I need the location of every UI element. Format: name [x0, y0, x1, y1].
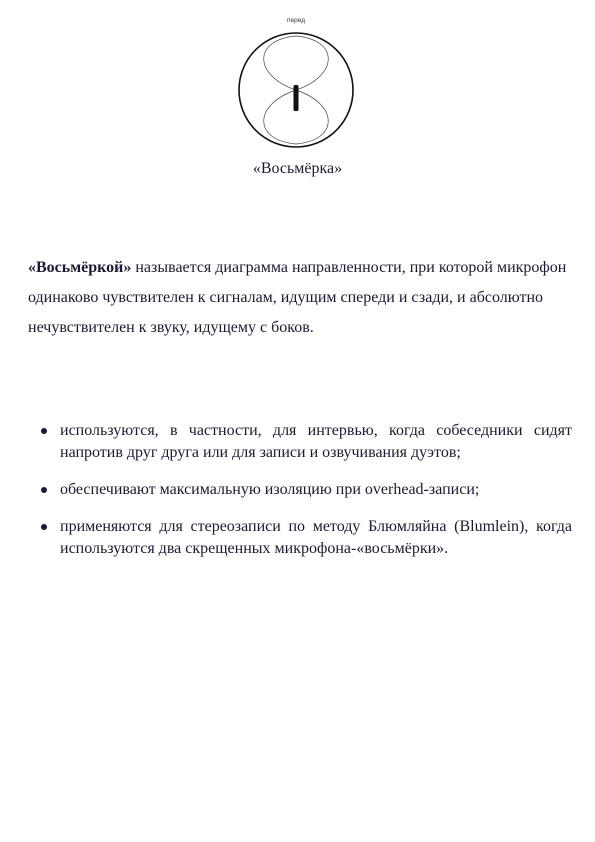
list-item-text: применяются для стереозаписи по методу Блюмляйна (Blumlein), когда используются два скрещенных микрофона-«восьмёрки».: [60, 518, 572, 557]
polar-pattern-graphic: [230, 12, 362, 152]
list-item: [38, 479, 572, 501]
figure-caption: «Восьмёрка»: [252, 160, 343, 177]
definition-text: называется диаграмма направленности, при которой микрофон одинаково чувствителен к сигналам, идущим спереди и сзади, и абсолютно нечувствителен к звуку, идущему с боков.: [28, 259, 567, 336]
list-item: [38, 420, 572, 464]
figure-eight-polar-diagram: [230, 12, 362, 152]
list-item-text: обеспечивают максимальную изоляцию при overhead-записи;: [60, 481, 480, 498]
front-label: перед: [286, 17, 306, 24]
definition-term: «Восьмёркой»: [28, 259, 132, 276]
list-item-text: используются, в частности, для интервью, когда собеседники сидят напротив друг друга или для записи и озвучивания дуэтов;: [60, 422, 572, 461]
list-item: [38, 516, 572, 560]
definition-paragraph: [28, 253, 573, 343]
bullet-icon: [41, 487, 47, 493]
bullet-icon: [41, 524, 47, 530]
bullet-icon: [41, 428, 47, 434]
microphone-icon: [294, 85, 299, 111]
front-lobe: [264, 36, 329, 90]
uses-list: [38, 420, 572, 575]
